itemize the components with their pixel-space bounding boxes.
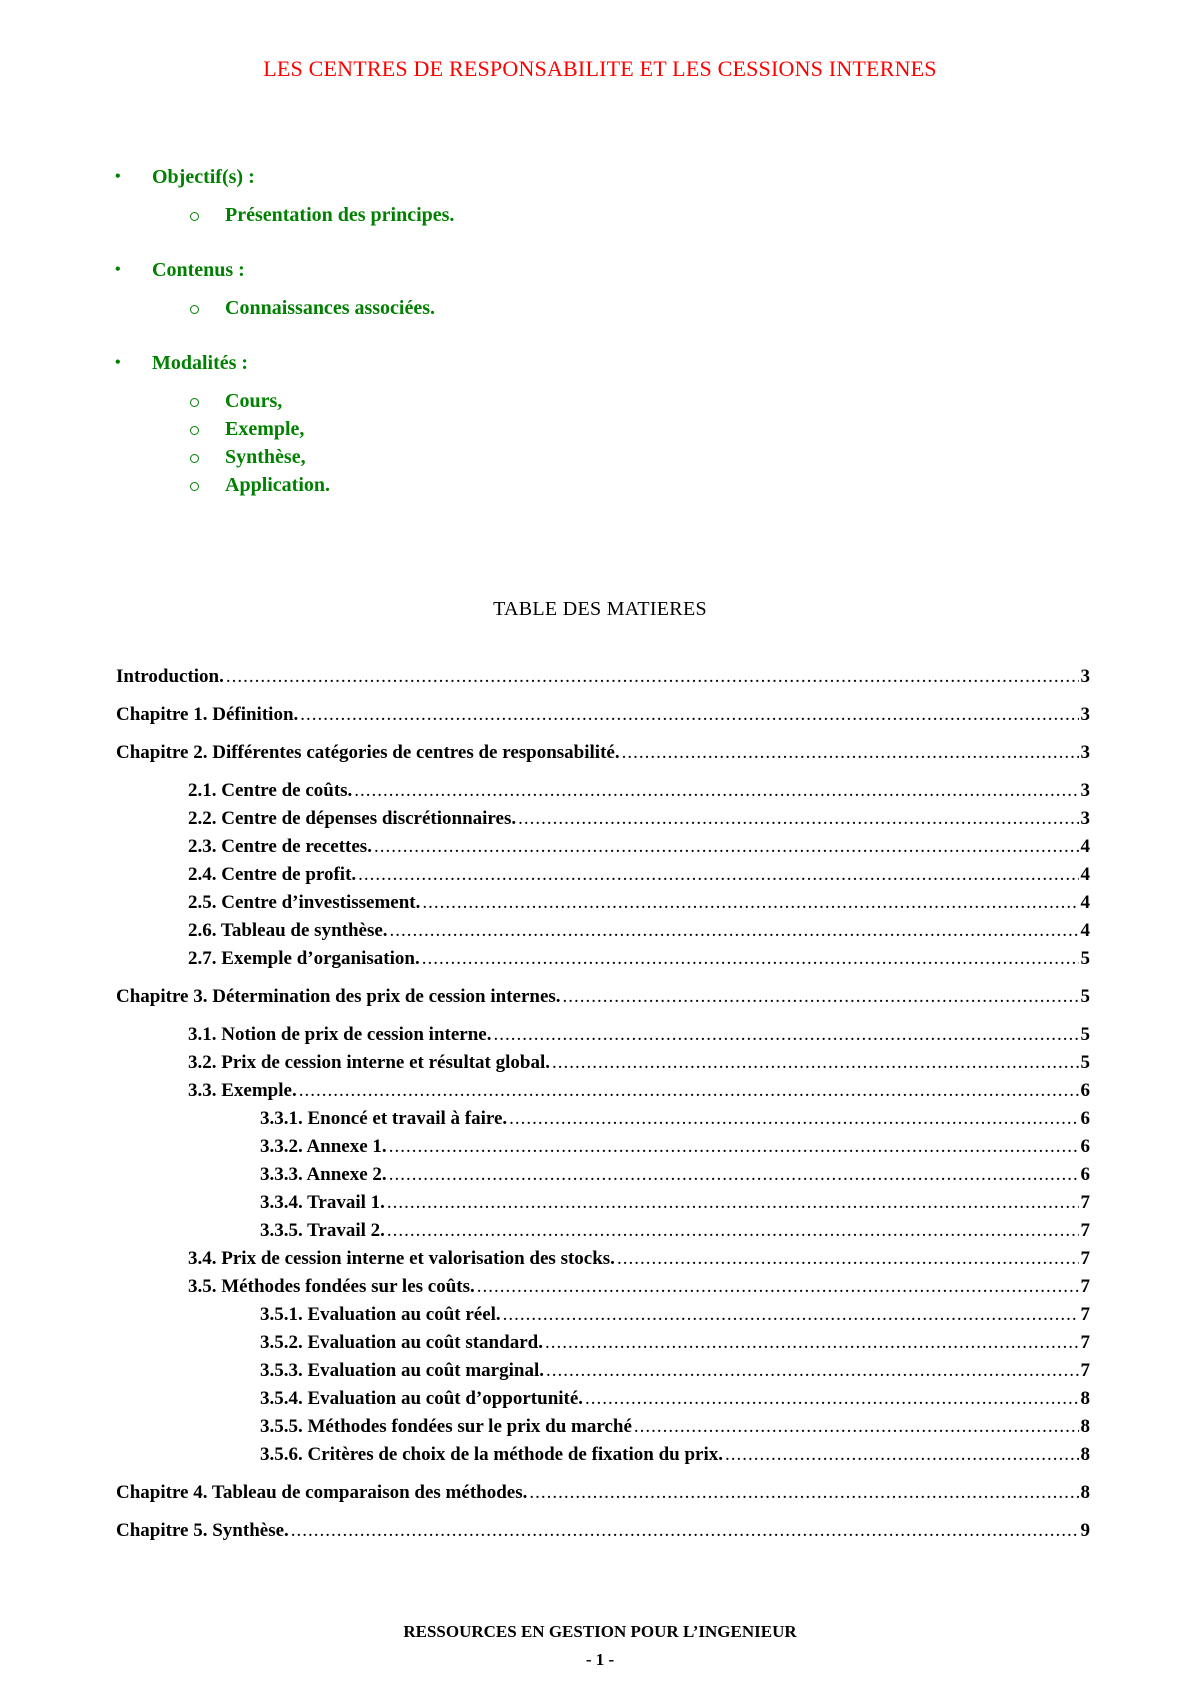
toc-dot-leader (518, 805, 1078, 833)
toc-dot-leader (387, 1217, 1079, 1245)
toc-dot-leader (545, 1329, 1079, 1357)
toc-entry[interactable] (116, 1245, 1090, 1273)
toc-entry[interactable] (116, 1517, 1090, 1545)
toc-page-number: 5 (1080, 1052, 1090, 1073)
circle-bullet-icon (190, 212, 199, 221)
toc-page-number: 6 (1080, 1136, 1090, 1157)
toc-page-number: 6 (1080, 1080, 1090, 1101)
toc-entry[interactable] (116, 805, 1090, 833)
toc-page-number: 6 (1080, 1108, 1090, 1129)
objective-item (115, 471, 815, 499)
footer-label: RESSOURCES EN GESTION POUR L’INGENIEUR (403, 1622, 797, 1641)
toc-dot-leader (552, 1049, 1078, 1077)
objective-group (115, 162, 815, 229)
toc-page-number: 9 (1080, 1520, 1090, 1541)
objective-group (115, 348, 815, 499)
bullet-icon: • (115, 261, 121, 278)
toc-entry-label: 3.5.6. Critères de choix de la méthode de fixation du prix. (260, 1444, 724, 1465)
circle-bullet-icon (190, 426, 199, 435)
toc-dot-leader (389, 1161, 1079, 1189)
toc-entry-label: 3.3.2. Annexe 1. (260, 1136, 387, 1157)
toc-page-number: 7 (1080, 1192, 1090, 1213)
toc-entry[interactable] (116, 1357, 1090, 1385)
objective-heading (115, 255, 815, 285)
toc-dot-leader (299, 1077, 1079, 1105)
objective-item (115, 387, 815, 415)
objective-item-label: Exemple, (225, 418, 305, 440)
toc-page-number: 8 (1080, 1388, 1090, 1409)
toc-entry[interactable] (116, 1077, 1090, 1105)
toc-entry[interactable] (116, 1021, 1090, 1049)
toc-entry-label: Chapitre 3. Détermination des prix de cession internes. (116, 986, 561, 1007)
toc-entry-label: Chapitre 2. Différentes catégories de centres de responsabilité. (116, 742, 620, 763)
toc-entry-label: 3.5.3. Evaluation au coût marginal. (260, 1360, 544, 1381)
toc-entry[interactable] (116, 983, 1090, 1011)
toc-entry[interactable] (116, 889, 1090, 917)
objective-heading-label: Objectif(s) : (152, 166, 255, 188)
toc-page-number: 7 (1080, 1276, 1090, 1297)
toc-page-number: 5 (1080, 948, 1090, 969)
toc-dot-leader (585, 1385, 1078, 1413)
toc-page-number: 5 (1080, 986, 1090, 1007)
bullet-icon: • (115, 354, 121, 371)
toc-entry[interactable] (116, 739, 1090, 767)
toc-dot-leader (622, 739, 1079, 767)
toc-entry-label: 2.2. Centre de dépenses discrétionnaires. (188, 808, 517, 829)
objective-item-label: Synthèse, (225, 446, 306, 468)
table-of-contents (116, 663, 1090, 1545)
toc-entry[interactable] (116, 1273, 1090, 1301)
toc-page-number: 7 (1080, 1220, 1090, 1241)
toc-page-number: 7 (1080, 1360, 1090, 1381)
objective-heading-label: Modalités : (152, 352, 249, 374)
toc-entry[interactable] (116, 1479, 1090, 1507)
circle-bullet-icon (190, 482, 199, 491)
objective-group (115, 255, 815, 322)
toc-entry-label: Introduction. (116, 666, 224, 687)
toc-entry-label: 2.5. Centre d’investissement. (188, 892, 421, 913)
toc-entry[interactable] (116, 701, 1090, 729)
toc-dot-leader (358, 861, 1078, 889)
objective-item (115, 294, 815, 322)
toc-dot-leader (503, 1301, 1079, 1329)
toc-entry-label: 3.5.5. Méthodes fondées sur le prix du marché (260, 1416, 632, 1437)
toc-dot-leader (546, 1357, 1079, 1385)
toc-dot-leader (509, 1105, 1078, 1133)
toc-page-number: 3 (1080, 666, 1090, 687)
toc-entry[interactable] (116, 1105, 1090, 1133)
toc-page-number: 8 (1080, 1482, 1090, 1503)
toc-entry[interactable] (116, 1133, 1090, 1161)
toc-dot-leader (563, 983, 1079, 1011)
objective-item-label: Cours, (225, 390, 283, 412)
toc-dot-leader (634, 1413, 1079, 1441)
toc-dot-leader (422, 945, 1079, 973)
toc-entry-label: 3.3.4. Travail 1. (260, 1192, 385, 1213)
toc-entry[interactable] (116, 777, 1090, 805)
toc-entry[interactable] (116, 1385, 1090, 1413)
objective-heading-label: Contenus : (152, 259, 245, 281)
toc-entry[interactable] (116, 1161, 1090, 1189)
toc-entry-label: 3.2. Prix de cession interne et résultat global. (188, 1052, 551, 1073)
toc-page-number: 4 (1080, 892, 1090, 913)
toc-entry[interactable] (116, 861, 1090, 889)
toc-dot-leader (291, 1517, 1079, 1545)
toc-dot-leader (374, 833, 1079, 861)
toc-entry-label: Chapitre 5. Synthèse. (116, 1520, 289, 1541)
toc-page-number: 3 (1080, 742, 1090, 763)
toc-page-number: 3 (1080, 808, 1090, 829)
objective-item (115, 201, 815, 229)
toc-dot-leader (529, 1479, 1078, 1507)
toc-dot-leader (354, 777, 1078, 805)
toc-dot-leader (390, 917, 1079, 945)
toc-entry[interactable] (116, 1441, 1090, 1469)
toc-entry[interactable] (116, 917, 1090, 945)
objective-item-label: Présentation des principes. (225, 204, 455, 226)
page-number: - 1 - (585, 1650, 615, 1669)
toc-entry[interactable] (116, 1189, 1090, 1217)
toc-entry[interactable] (116, 1217, 1090, 1245)
toc-entry-label: 3.4. Prix de cession interne et valorisation des stocks. (188, 1248, 615, 1269)
toc-entry-label: 3.5.2. Evaluation au coût standard. (260, 1332, 543, 1353)
toc-entry-label: Chapitre 1. Définition. (116, 704, 299, 725)
toc-entry-label: 2.4. Centre de profit. (188, 864, 357, 885)
toc-page-number: 4 (1080, 836, 1090, 857)
toc-entry-label: 2.6. Tableau de synthèse. (188, 920, 388, 941)
circle-bullet-icon (190, 398, 199, 407)
document-title: LES CENTRES DE RESPONSABILITE ET LES CESSIONS INTERNES (263, 56, 937, 81)
toc-entry-label: 3.3.1. Enoncé et travail à faire. (260, 1108, 508, 1129)
toc-entry[interactable] (116, 663, 1090, 691)
objective-item (115, 443, 815, 471)
toc-page-number: 5 (1080, 1024, 1090, 1045)
toc-page-number: 4 (1080, 864, 1090, 885)
toc-page-number: 8 (1080, 1444, 1090, 1465)
toc-entry-label: 2.3. Centre de recettes. (188, 836, 372, 857)
toc-entry-label: 3.3.3. Annexe 2. (260, 1164, 387, 1185)
toc-entry-label: 3.1. Notion de prix de cession interne. (188, 1024, 492, 1045)
objective-item-label: Connaissances associées. (225, 297, 436, 319)
toc-entry[interactable] (116, 1301, 1090, 1329)
toc-page-number: 8 (1080, 1416, 1090, 1437)
toc-title: TABLE DES MATIERES (493, 598, 707, 620)
toc-page-number: 3 (1080, 704, 1090, 725)
objective-heading (115, 348, 815, 378)
toc-entry-label: 3.5.4. Evaluation au coût d’opportunité. (260, 1388, 584, 1409)
toc-dot-leader (617, 1245, 1079, 1273)
toc-entry-label: 2.7. Exemple d’organisation. (188, 948, 420, 969)
toc-entry[interactable] (116, 1329, 1090, 1357)
toc-entry[interactable] (116, 1049, 1090, 1077)
objective-item-label: Application. (225, 474, 331, 496)
toc-page-number: 6 (1080, 1164, 1090, 1185)
toc-entry[interactable] (116, 1413, 1090, 1441)
toc-dot-leader (493, 1021, 1078, 1049)
toc-dot-leader (387, 1189, 1079, 1217)
toc-entry-label: Chapitre 4. Tableau de comparaison des méthodes. (116, 1482, 528, 1503)
toc-entry-label: 3.5.1. Evaluation au coût réel. (260, 1304, 501, 1325)
objectives-list (115, 162, 815, 525)
toc-dot-leader (300, 701, 1078, 729)
toc-page-number: 4 (1080, 920, 1090, 941)
toc-entry-label: 3.5. Méthodes fondées sur les coûts. (188, 1276, 475, 1297)
toc-page-number: 3 (1080, 780, 1090, 801)
toc-entry-label: 3.3. Exemple. (188, 1080, 297, 1101)
toc-dot-leader (422, 889, 1078, 917)
objective-heading (115, 162, 815, 192)
toc-dot-leader (226, 663, 1079, 691)
toc-page-number: 7 (1080, 1248, 1090, 1269)
toc-page-number: 7 (1080, 1304, 1090, 1325)
toc-dot-leader (725, 1441, 1078, 1469)
toc-entry[interactable] (116, 945, 1090, 973)
toc-entry-label: 3.3.5. Travail 2. (260, 1220, 385, 1241)
objective-item (115, 415, 815, 443)
toc-dot-leader (389, 1133, 1079, 1161)
toc-dot-leader (477, 1273, 1079, 1301)
circle-bullet-icon (190, 454, 199, 463)
bullet-icon: • (115, 168, 121, 185)
toc-entry-label: 2.1. Centre de coûts. (188, 780, 353, 801)
toc-page-number: 7 (1080, 1332, 1090, 1353)
circle-bullet-icon (190, 305, 199, 314)
toc-entry[interactable] (116, 833, 1090, 861)
